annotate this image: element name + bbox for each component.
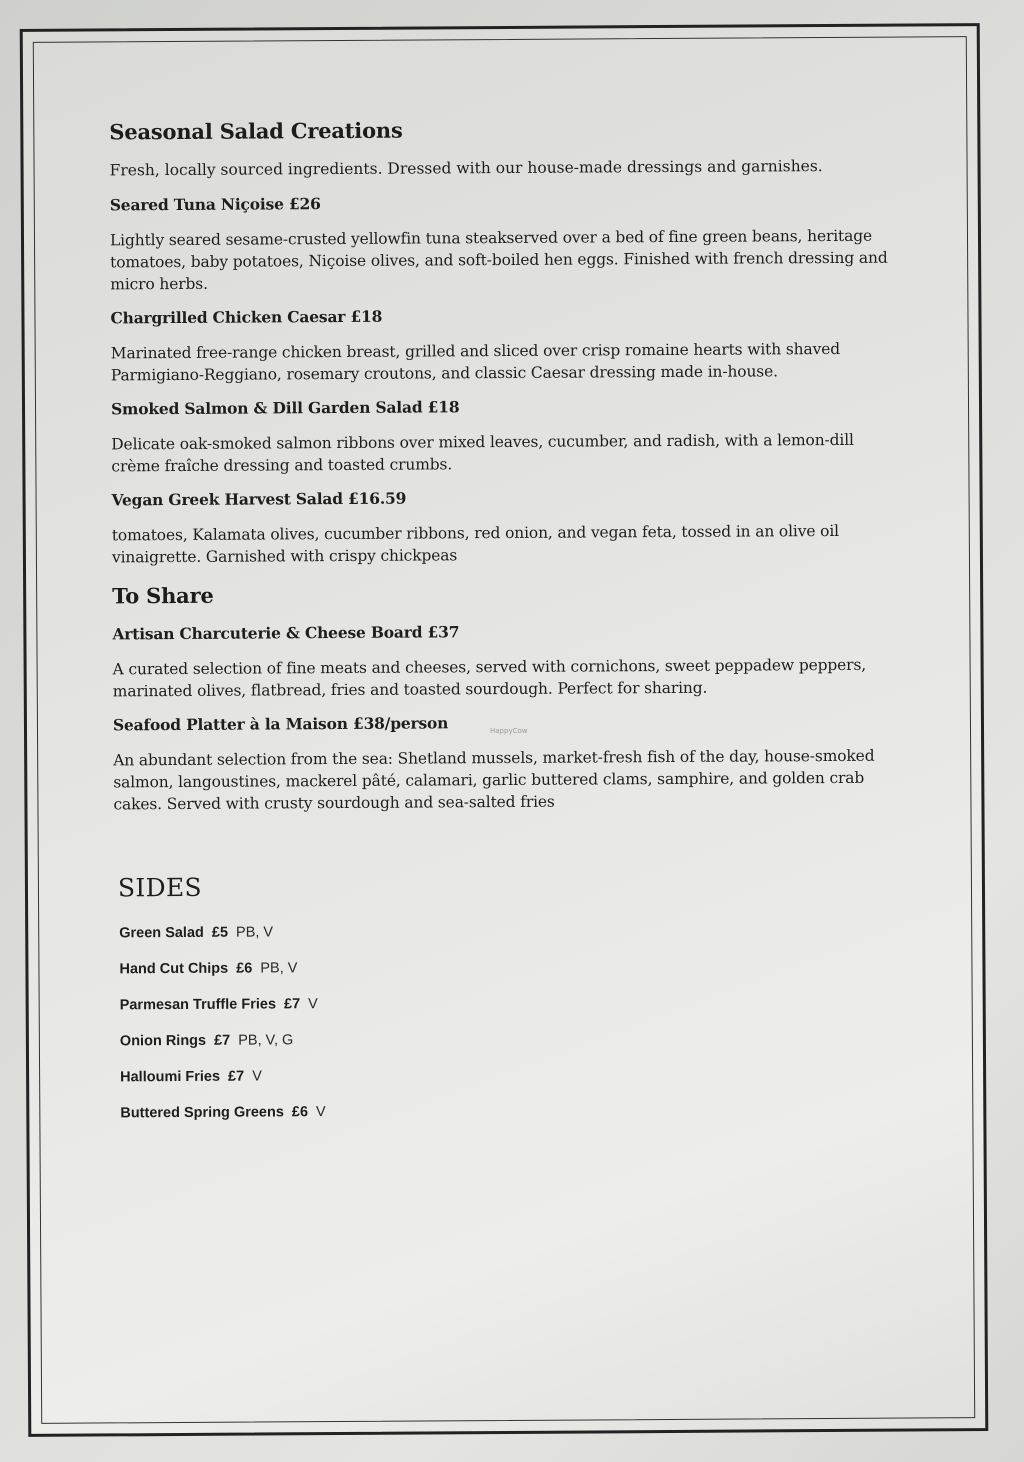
side-name: Green Salad bbox=[119, 924, 204, 942]
side-item bbox=[120, 991, 915, 1014]
item-name: Smoked Salmon & Dill Garden Salad £18 bbox=[110, 397, 460, 419]
item-description: An abundant selection from the sea: Shetland mussels, market-fresh fish of the day, house-smoked salmon, langoustines, mackerel pâté, calamari, garlic buttered clams, samphire, and golden crab cakes. Served with crusty sourdough and sea-salted fries bbox=[113, 746, 875, 814]
item-name: Vegan Greek Harvest Salad £16.59 bbox=[111, 488, 407, 510]
item-description: Marinated free-range chicken breast, grilled and sliced over crisp romaine hearts with shaved Parmigiano-Reggiano, rosemary croutons, and classic Caesar dressing made in-house. bbox=[110, 339, 841, 385]
salads-section-title: Seasonal Salad Creations bbox=[109, 117, 403, 145]
side-dietary-tags: V bbox=[315, 1104, 326, 1121]
side-dietary-tags: PB, V bbox=[260, 960, 298, 977]
side-dietary-tags: V bbox=[308, 996, 318, 1013]
side-name: Onion Rings bbox=[119, 1032, 207, 1050]
side-price: £6 bbox=[236, 960, 253, 977]
salad-item bbox=[111, 395, 911, 478]
share-item bbox=[112, 620, 912, 703]
item-name: Chargrilled Chicken Caesar £18 bbox=[110, 306, 383, 328]
sides-section-title: SIDES bbox=[117, 872, 202, 903]
side-dietary-tags: V bbox=[252, 1068, 262, 1085]
item-description: Lightly seared sesame-crusted yellowfin tuna steakserved over a bed of fine green beans, heritage tomatoes, baby potatoes, Niçoise olives, and soft-boiled hen eggs. Finished with french dressing and micro herbs. bbox=[109, 226, 888, 294]
salads-intro: Fresh, locally sourced ingredients. Dressed with our house-made dressings and garnishes. bbox=[109, 157, 823, 180]
side-item bbox=[119, 955, 914, 978]
menu-content bbox=[109, 115, 915, 1141]
item-description: tomatoes, Kalamata olives, cucumber ribbons, red onion, and vegan feta, tossed in an olive oil vinaigrette. Garnished with crispy chickpeas bbox=[111, 521, 839, 567]
side-dietary-tags: PB, V bbox=[235, 924, 274, 941]
share-section-title: To Share bbox=[112, 582, 214, 609]
side-item bbox=[120, 1063, 915, 1086]
item-name: Seafood Platter à la Maison £38/person bbox=[112, 713, 449, 735]
side-name: Parmesan Truffle Fries bbox=[119, 996, 277, 1014]
side-name: Halloumi Fries bbox=[120, 1068, 221, 1086]
item-name: Artisan Charcuterie & Cheese Board £37 bbox=[112, 622, 460, 644]
side-name: Buttered Spring Greens bbox=[120, 1104, 284, 1122]
salad-item bbox=[110, 191, 911, 296]
item-description: Delicate oak-smoked salmon ribbons over mixed leaves, cucumber, and radish, with a lemon-dill crème fraîche dressing and toasted crumbs. bbox=[111, 430, 854, 476]
side-name: Hand Cut Chips bbox=[119, 960, 229, 978]
side-price: £7 bbox=[214, 1032, 231, 1049]
watermark: HappyCow bbox=[490, 727, 528, 735]
side-item bbox=[120, 1099, 915, 1122]
side-price: £7 bbox=[227, 1068, 245, 1085]
side-item bbox=[119, 919, 914, 942]
item-description: A curated selection of fine meats and cheeses, served with cornichons, sweet peppadew peppers, marinated olives, flatbread, fries and toasted sourdough. Perfect for sharing. bbox=[112, 655, 867, 701]
side-price: £7 bbox=[283, 996, 301, 1013]
salad-item bbox=[110, 304, 910, 387]
side-dietary-tags: PB, V, G bbox=[238, 1032, 294, 1049]
item-name: Seared Tuna Niçoise £26 bbox=[109, 194, 321, 215]
side-price: £5 bbox=[211, 924, 229, 941]
side-item bbox=[120, 1027, 915, 1050]
salad-item bbox=[112, 486, 912, 569]
side-price: £6 bbox=[291, 1104, 309, 1121]
